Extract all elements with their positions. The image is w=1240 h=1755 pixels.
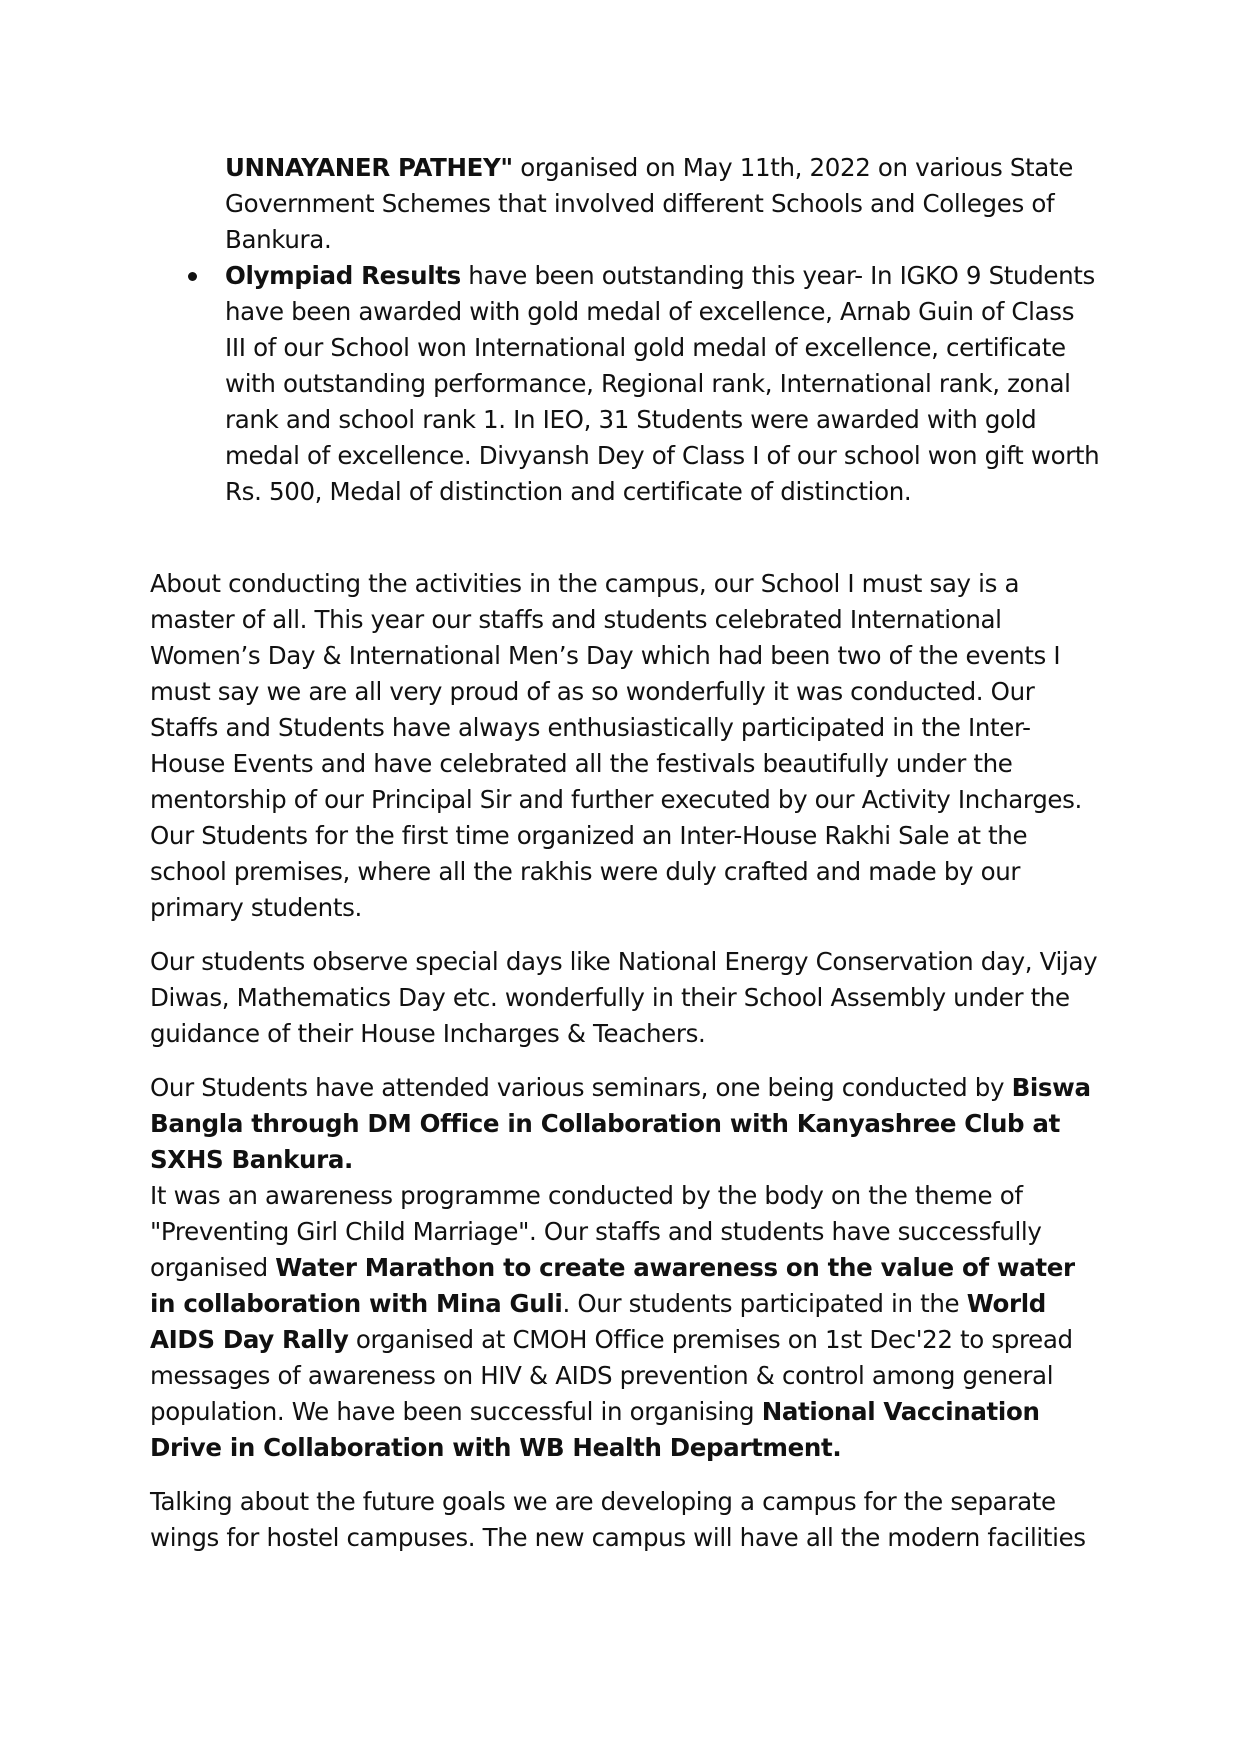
paragraph-activities: About conducting the activities in the campus, our School I must say is a master of all. This year our staffs and students celebrated International Women’s Day & International Men’s Day which had been two of the events I must say we are all very proud of as so wonderfully it was conducted. Our Staffs and Students have always enthusiastically participated in the Inter-House Events and have celebrated all the festivals beautifully under the mentorship of our Principal Sir and further executed by our Activity Incharges. Our Students for the first time organized an Inter-House Rakhi Sale at the school premises, where all the rakhis were duly crafted and made by our primary students. [150,569,1082,922]
bullet-list [150,150,1100,510]
body-text: organised on May 11th, 2022 on various State Government Schemes that involved different Schools and Colleges of Bankura. [225,153,1073,254]
body-text: organised at CMOH Office premises on 1st Dec'22 to spread messages of awareness on HIV & AIDS prevention & control among general population. We have been successful in organising [150,1325,1073,1426]
body-text: have been outstanding this year- In IGKO 9 Students have been awarded with gold medal of excellence, Arnab Guin of Class III of our School won International gold medal of excellence, certificate with outstanding performance, Regional rank, International rank, zonal rank and school rank 1. In IEO, 31 Students were awarded with gold medal of excellence. Divyansh Dey of Class I of our school won gift worth Rs. 500, Medal of distinction and certificate of distinction. [225,261,1100,506]
body-text: Our Students have attended various seminars, one being conducted by [150,1073,1012,1102]
paragraph-future-goals: Talking about the future goals we are developing a campus for the separate wings for hostel campuses. The new campus will have all the modern facilities [150,1487,1086,1552]
paragraph-seminars [150,1070,1100,1466]
document-page [150,150,1100,1556]
bold-text: Olympiad Results [225,261,461,290]
bold-text: UNNAYANER PATHEY" [225,153,513,182]
bold-text: Water Marathon to create awareness on the value of water in collaboration with Mina Guli [150,1253,1075,1318]
bold-text: World AIDS Day Rally [150,1289,1046,1354]
body-text: It was an awareness programme conducted by the body on the theme of "Preventing Girl Child Marriage". Our staffs and students have successfully organised [150,1181,1042,1282]
body-text: . Our students participated in the [562,1289,967,1318]
bullet-item-continued [150,150,1100,258]
bold-text: Biswa Bangla through DM Office in Collaboration with Kanyashree Club at SXHS Bankura. [150,1073,1091,1174]
bullet-item-olympiad [150,258,1100,510]
paragraph-special-days: Our students observe special days like National Energy Conservation day, Vijay Diwas, Mathematics Day etc. wonderfully in their School Assembly under the guidance of their House Incharges & Teachers. [150,947,1098,1048]
bold-text: National Vaccination Drive in Collaboration with WB Health Department. [150,1397,1040,1462]
bullet-icon [188,272,197,281]
